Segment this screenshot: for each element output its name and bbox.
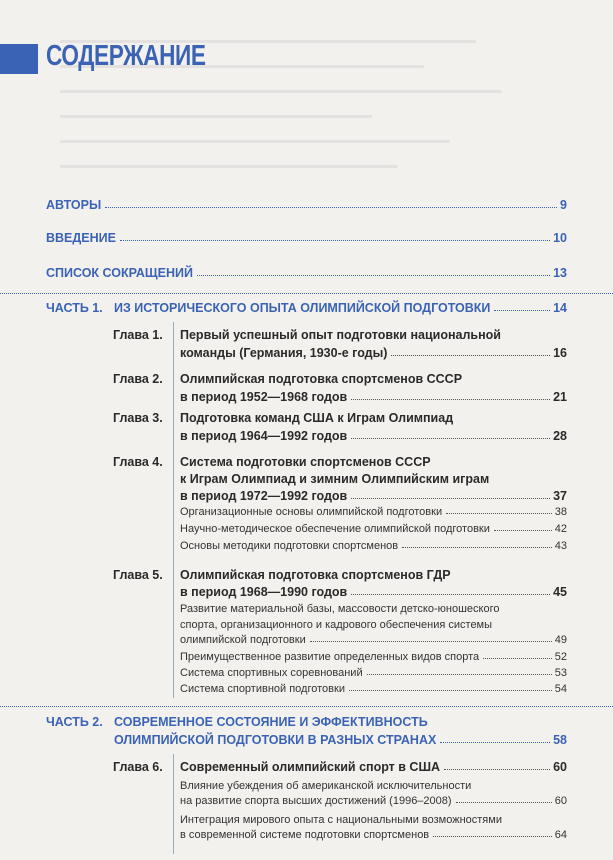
chapter-title-line: Олимпийская подготовка спортсменов ГДР xyxy=(180,568,451,582)
toc-section[interactable] xyxy=(180,634,567,646)
entry-page: 28 xyxy=(553,429,567,443)
leader-dots xyxy=(367,674,552,675)
entry-label: олимпийской подготовки xyxy=(180,634,306,646)
entry-label: в период 1968—1990 годов xyxy=(180,585,348,599)
section-line: Интеграция мирового опыта с национальными возможностями xyxy=(180,814,502,826)
section-line: Развитие материальной базы, массовости детско-юношеского xyxy=(180,603,500,615)
page-title: СОДЕРЖАНИЕ xyxy=(46,40,206,72)
entry-label: Система спортивных соревнований xyxy=(180,667,363,679)
toc-section[interactable] xyxy=(180,523,567,535)
entry-label: Преимущественное развитие определенных видов спорта xyxy=(180,651,480,663)
leader-dots xyxy=(440,742,550,743)
entry-label: Организационные основы олимпийской подготовки xyxy=(180,506,443,518)
toc-entry-chapter3[interactable] xyxy=(180,429,567,443)
chapter-title-line: Подготовка команд США к Играм Олимпиад xyxy=(180,411,454,425)
entry-page: 58 xyxy=(553,733,567,747)
entry-page: 37 xyxy=(553,489,567,503)
separator xyxy=(0,293,613,294)
entry-label: в период 1952—1968 годов xyxy=(180,390,348,404)
entry-label: ИЗ ИСТОРИЧЕСКОГО ОПЫТА ОЛИМПИЙСКОЙ ПОДГОТОВКИ xyxy=(114,301,491,315)
leader-dots xyxy=(494,530,552,531)
leader-dots xyxy=(494,310,550,311)
chapter-rule xyxy=(173,754,174,854)
toc-section[interactable] xyxy=(180,829,567,841)
leader-dots xyxy=(456,802,552,803)
entry-page: 9 xyxy=(560,198,567,212)
entry-label: ВВЕДЕНИЕ xyxy=(46,231,116,245)
chapter-label: Глава 5. xyxy=(113,568,163,582)
entry-page: 52 xyxy=(554,651,567,663)
toc-section[interactable] xyxy=(180,667,567,679)
leader-dots xyxy=(446,513,552,514)
chapter-label: Глава 2. xyxy=(113,372,163,386)
leader-dots xyxy=(351,594,550,595)
entry-page: 13 xyxy=(553,266,567,280)
separator xyxy=(0,706,613,707)
chapter-title-line: Первый успешный опыт подготовки национальной xyxy=(180,328,501,342)
leader-dots xyxy=(310,641,552,642)
entry-label: Система спортивной подготовки xyxy=(180,683,345,695)
entry-label: Современный олимпийский спорт в США xyxy=(180,760,441,774)
entry-page: 45 xyxy=(553,585,567,599)
entry-page: 14 xyxy=(553,301,567,315)
leader-dots xyxy=(351,399,550,400)
leader-dots xyxy=(483,658,552,659)
toc-section[interactable] xyxy=(180,795,567,807)
leader-dots xyxy=(120,240,550,241)
leader-dots xyxy=(402,547,552,548)
toc-entry-chapter1[interactable] xyxy=(180,346,567,360)
section-line: Влияние убеждения об американской исключительности xyxy=(180,780,472,792)
entry-page: 38 xyxy=(554,506,567,518)
chapter-label: Глава 6. xyxy=(113,760,163,774)
leader-dots xyxy=(351,438,550,439)
entry-page: 42 xyxy=(554,523,567,535)
toc-section[interactable] xyxy=(180,506,567,518)
toc-section[interactable] xyxy=(180,540,567,552)
entry-page: 64 xyxy=(554,829,567,841)
toc-entry-chapter6[interactable] xyxy=(180,760,567,774)
part2-number: ЧАСТЬ 2. xyxy=(46,715,103,729)
toc-section[interactable] xyxy=(180,683,567,695)
chapter-rule xyxy=(173,322,174,698)
leader-dots xyxy=(351,498,550,499)
entry-page: 21 xyxy=(553,390,567,404)
entry-label: Основы методики подготовки спортсменов xyxy=(180,540,399,552)
part-title-line: СОВРЕМЕННОЕ СОСТОЯНИЕ И ЭФФЕКТИВНОСТЬ xyxy=(114,715,428,729)
leader-dots xyxy=(105,207,557,208)
entry-page: 54 xyxy=(554,683,567,695)
leader-dots xyxy=(197,275,550,276)
title-accent-bar xyxy=(0,44,38,74)
toc-entry-chapter4[interactable] xyxy=(180,489,567,503)
entry-label: в период 1972—1992 годов xyxy=(180,489,348,503)
entry-label: ОЛИМПИЙСКОЙ ПОДГОТОВКИ В РАЗНЫХ СТРАНАХ xyxy=(114,733,437,747)
chapter-title-line: Система подготовки спортсменов СССР xyxy=(180,455,431,469)
entry-label: в период 1964—1992 годов xyxy=(180,429,348,443)
chapter-title-line: Олимпийская подготовка спортсменов СССР xyxy=(180,372,463,386)
entry-page: 43 xyxy=(554,540,567,552)
toc-entry-part2[interactable] xyxy=(114,733,567,747)
entry-page: 10 xyxy=(553,231,567,245)
toc-section[interactable] xyxy=(180,651,567,663)
toc-entry-chapter2[interactable] xyxy=(180,390,567,404)
toc-entry-introduction[interactable] xyxy=(46,231,567,245)
entry-page: 16 xyxy=(553,346,567,360)
chapter-label: Глава 3. xyxy=(113,411,163,425)
toc-entry-abbreviations[interactable] xyxy=(46,266,567,280)
entry-page: 53 xyxy=(554,667,567,679)
chapter-label: Глава 1. xyxy=(113,328,163,342)
leader-dots xyxy=(349,690,552,691)
leader-dots xyxy=(433,836,552,837)
toc-entry-chapter5[interactable] xyxy=(180,585,567,599)
chapter-title-line: к Играм Олимпиад и зимним Олимпийским играм xyxy=(180,472,490,486)
entry-label: команды (Германия, 1930-е годы) xyxy=(180,346,388,360)
entry-label: Научно-методическое обеспечение олимпийской подготовки xyxy=(180,523,490,535)
leader-dots xyxy=(391,355,550,356)
entry-page: 49 xyxy=(554,634,567,646)
entry-label: СПИСОК СОКРАЩЕНИЙ xyxy=(46,266,193,280)
toc-entry-part1[interactable] xyxy=(114,301,567,315)
entry-label: в современной системе подготовки спортсменов xyxy=(180,829,430,841)
entry-page: 60 xyxy=(553,760,567,774)
entry-label: на развитие спорта высших достижений (1996–2008) xyxy=(180,795,452,807)
chapter-label: Глава 4. xyxy=(113,455,163,469)
leader-dots xyxy=(444,769,550,770)
entry-label: АВТОРЫ xyxy=(46,198,102,212)
part1-number: ЧАСТЬ 1. xyxy=(46,301,103,315)
toc-entry-authors[interactable] xyxy=(46,198,567,212)
section-line: спорта, организационного и кадрового обеспечения системы xyxy=(180,619,493,631)
entry-page: 60 xyxy=(554,795,567,807)
